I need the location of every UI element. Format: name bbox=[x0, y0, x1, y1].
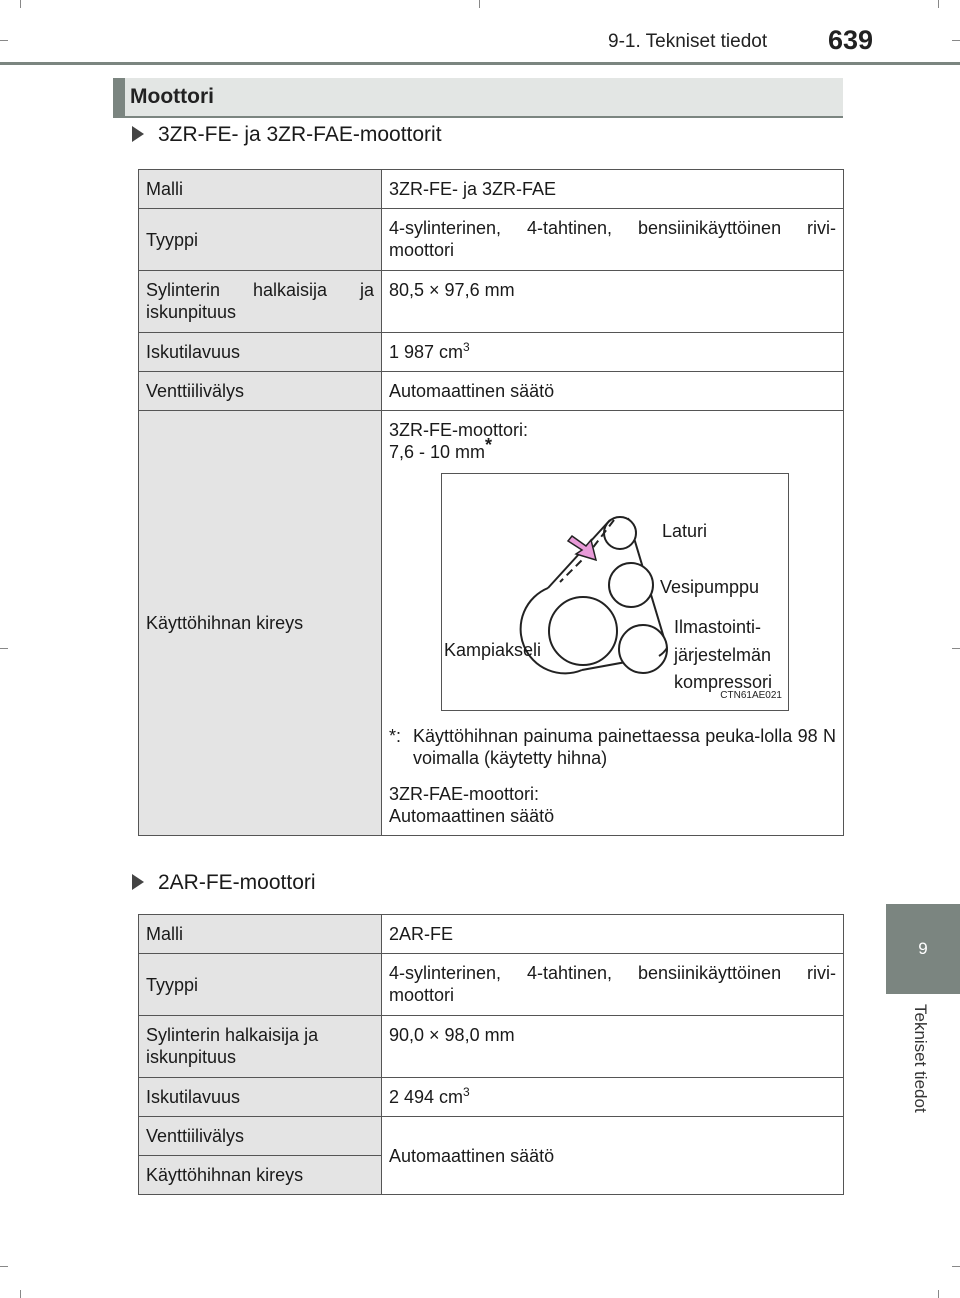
spec-value: Automaattinen säätö bbox=[382, 1117, 844, 1195]
spec-value: 3ZR-FE- ja 3ZR-FAE bbox=[382, 170, 844, 209]
engine1-spec-table bbox=[138, 169, 844, 836]
spec-key: Tyyppi bbox=[139, 209, 382, 271]
crop-mark bbox=[0, 648, 8, 649]
engine1-heading bbox=[132, 123, 442, 147]
header-rule bbox=[0, 62, 960, 65]
table-row bbox=[139, 333, 844, 372]
engine1-heading-text: 3ZR-FE- ja 3ZR-FAE-moottorit bbox=[158, 123, 442, 146]
section-title: Moottori bbox=[130, 85, 214, 108]
asterisk: * bbox=[485, 435, 493, 455]
spec-key: Iskutilavuus bbox=[139, 333, 382, 372]
crankshaft-pulley bbox=[549, 597, 617, 665]
spec-key: Iskutilavuus bbox=[139, 1078, 382, 1117]
alternator-pulley bbox=[604, 517, 636, 549]
fe-label: 3ZR-FE-moottori: bbox=[389, 420, 529, 440]
spec-key: Venttiilivälys bbox=[139, 1117, 382, 1156]
section-heading-bar bbox=[113, 78, 125, 116]
table-row bbox=[139, 1078, 844, 1117]
label-ac-line3: kompressori bbox=[674, 672, 773, 692]
table-row bbox=[139, 954, 844, 1016]
footnote-text: Käyttöhihnan painuma painettaessa peuka-lolla 98 N voimalla (käytetty hihna) bbox=[413, 726, 836, 768]
compressor-pulley bbox=[619, 625, 667, 673]
table-row bbox=[139, 372, 844, 411]
label-ac-line2: järjestelmän bbox=[674, 645, 772, 665]
engine2-spec-table bbox=[138, 914, 844, 1195]
table-row bbox=[139, 170, 844, 209]
superscript: 3 bbox=[463, 1085, 470, 1099]
crop-mark bbox=[952, 1266, 960, 1267]
spec-key: Käyttöhihnan kireys bbox=[139, 1156, 382, 1195]
table-row bbox=[139, 1016, 844, 1078]
diagram-code: CTN61AE021 bbox=[720, 690, 782, 701]
spec-key: Sylinterin halkaisija ja iskunpituus bbox=[139, 1016, 382, 1078]
label-crankshaft: Kampiakseli bbox=[444, 640, 542, 660]
footnote bbox=[389, 725, 836, 769]
spec-value: 80,5 × 97,6 mm bbox=[382, 271, 844, 333]
spec-value-cell bbox=[382, 333, 844, 372]
belt-tension-cell bbox=[382, 411, 844, 836]
crop-mark bbox=[952, 648, 960, 649]
spec-value: Automaattinen säätö bbox=[382, 372, 844, 411]
crop-mark bbox=[938, 0, 939, 8]
table-row bbox=[139, 271, 844, 333]
table-row bbox=[139, 915, 844, 954]
table-row bbox=[139, 1117, 844, 1156]
spec-value: 2AR-FE bbox=[382, 915, 844, 954]
spec-value: 2 494 cm bbox=[389, 1087, 464, 1107]
crop-mark bbox=[20, 1290, 21, 1298]
crop-mark bbox=[952, 40, 960, 41]
engine2-heading-text: 2AR-FE-moottori bbox=[158, 871, 316, 894]
spec-value: 90,0 × 98,0 mm bbox=[382, 1016, 844, 1078]
fe-value: 7,6 - 10 mm bbox=[389, 442, 486, 462]
spec-key: Käyttöhihnan kireys bbox=[139, 411, 382, 836]
page-number: 639 bbox=[828, 25, 874, 55]
fe-value-line bbox=[389, 435, 836, 463]
fae-value: Automaattinen säätö bbox=[389, 806, 555, 826]
spec-value-cell bbox=[382, 1078, 844, 1117]
chapter-label: Tekniset tiedot bbox=[911, 1004, 930, 1113]
engine2-heading bbox=[132, 871, 316, 895]
spec-key: Sylinterin halkaisija ja iskunpituus bbox=[139, 271, 382, 333]
spec-value: 4-sylinterinen, 4-tahtinen, bensiinikäyttöinen rivi-moottori bbox=[382, 209, 844, 271]
crop-mark bbox=[0, 40, 8, 41]
label-ac-line1: Ilmastointi- bbox=[674, 617, 762, 637]
label-water-pump: Vesipumppu bbox=[660, 577, 760, 597]
spec-key: Malli bbox=[139, 915, 382, 954]
crop-mark bbox=[20, 0, 21, 8]
spec-value: 1 987 cm bbox=[389, 342, 464, 362]
superscript: 3 bbox=[463, 340, 470, 354]
triangle-bullet-icon bbox=[132, 126, 144, 142]
crop-mark bbox=[479, 0, 480, 8]
table-row bbox=[139, 411, 844, 836]
spec-key: Tyyppi bbox=[139, 954, 382, 1016]
label-alternator: Laturi bbox=[662, 521, 708, 541]
belt-diagram bbox=[441, 473, 789, 711]
chapter-tab bbox=[886, 904, 960, 1194]
footnote-mark: *: bbox=[389, 726, 402, 746]
crop-mark bbox=[0, 1266, 8, 1267]
spec-key: Malli bbox=[139, 170, 382, 209]
triangle-bullet-icon bbox=[132, 874, 144, 890]
table-row bbox=[139, 209, 844, 271]
crop-mark bbox=[938, 1290, 939, 1298]
water-pump-pulley bbox=[609, 563, 653, 607]
section-heading bbox=[113, 78, 843, 118]
fae-label: 3ZR-FAE-moottori: bbox=[389, 784, 540, 804]
chapter-number: 9 bbox=[886, 904, 960, 994]
spec-key: Venttiilivälys bbox=[139, 372, 382, 411]
spec-value: 4-sylinterinen, 4-tahtinen, bensiinikäyttöinen rivi-moottori bbox=[382, 954, 844, 1016]
running-header: 9-1. Tekniset tiedot bbox=[608, 31, 768, 52]
